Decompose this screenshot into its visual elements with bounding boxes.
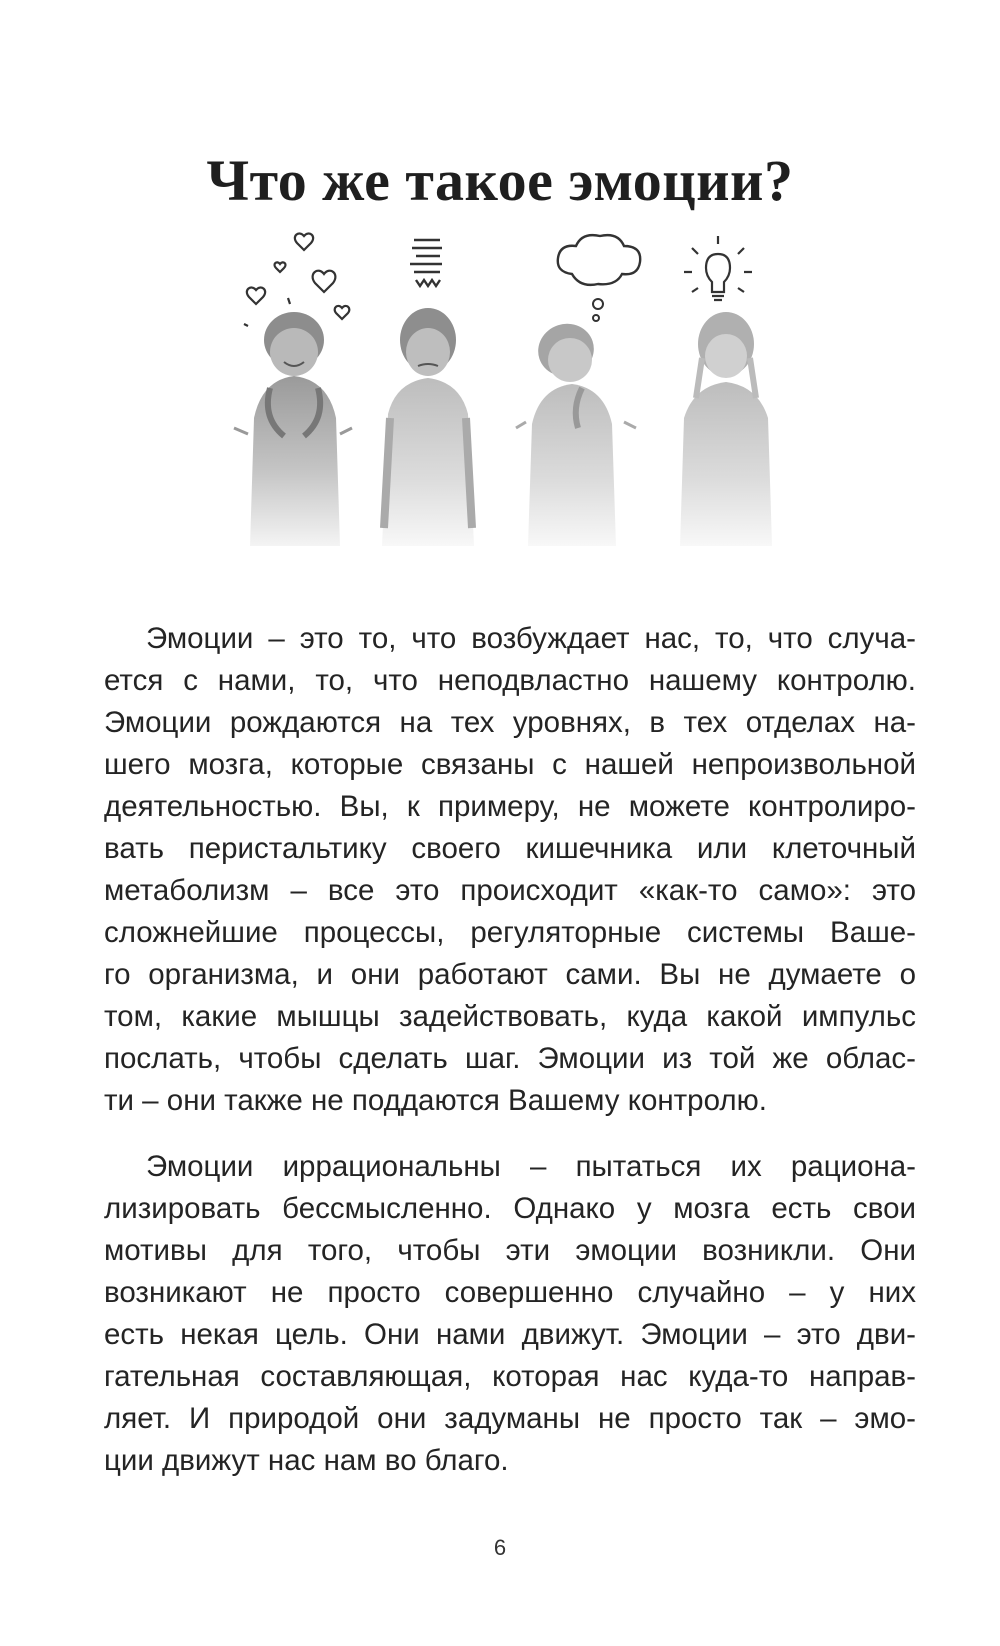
- girl-in-love-figure: [234, 234, 352, 546]
- girl-upset-figure: [382, 240, 474, 546]
- paragraph-line: метаболизм – все это происходит «как-то само»: это: [104, 874, 916, 907]
- paragraph-line: сложнейшие процессы, регуляторные системы Ваше-: [104, 916, 916, 949]
- paragraph-line: есть некая цель. Они нами движут. Эмоции – это дви-: [104, 1318, 916, 1351]
- paragraph-2: [104, 1146, 916, 1482]
- paragraph-line: вать перистальтику своего кишечника или клеточный: [104, 832, 916, 865]
- page-title: Что же такое эмоции?: [206, 147, 794, 213]
- page-number: 6: [493, 1535, 507, 1560]
- paragraph-line: Эмоции иррациональны – пытаться их рациона-: [146, 1150, 916, 1183]
- paragraph-line: ется с нами, то, что неподвластно нашему контролю.: [104, 664, 916, 697]
- illustration-four-girls: [232, 228, 792, 548]
- paragraph-line: мотивы для того, чтобы эти эмоции возникли. Они: [104, 1234, 916, 1267]
- paragraph-1: [104, 618, 916, 1122]
- paragraph-line: го организма, и они работают сами. Вы не думаете о: [104, 958, 916, 991]
- paragraph-line: шего мозга, которые связаны с нашей непроизвольной: [104, 748, 916, 781]
- paragraph-line: ляет. И природой они задуманы не просто так – эмо-: [104, 1402, 916, 1435]
- girl-thinking-figure: [516, 235, 640, 546]
- paragraph-line: ции движут нас нам во благо.: [104, 1444, 509, 1477]
- paragraph-line: том, какие мышцы задействовать, куда какой импульс: [104, 1000, 916, 1033]
- girl-idea-figure: [680, 236, 772, 546]
- paragraph-line: лизировать бессмысленно. Однако у мозга есть свои: [104, 1192, 916, 1225]
- paragraph-line: Эмоции – это то, что возбуждает нас, то, что случа-: [146, 622, 916, 655]
- paragraph-line: деятельностью. Вы, к примеру, не можете контролиро-: [104, 790, 916, 823]
- paragraph-line: Эмоции рождаются на тех уровнях, в тех отделах на-: [104, 706, 916, 739]
- scribble-icon: [410, 240, 442, 286]
- lightbulb-icon: [684, 236, 752, 300]
- paragraph-line: возникают не просто совершенно случайно – у них: [104, 1276, 916, 1309]
- thought-bubble-icon: [558, 235, 640, 285]
- paragraph-line: послать, чтобы сделать шаг. Эмоции из той же облас-: [104, 1042, 916, 1075]
- paragraph-line: гательная составляющая, которая нас куда-то направ-: [104, 1360, 916, 1393]
- paragraph-line: ти – они также не поддаются Вашему контролю.: [104, 1084, 767, 1117]
